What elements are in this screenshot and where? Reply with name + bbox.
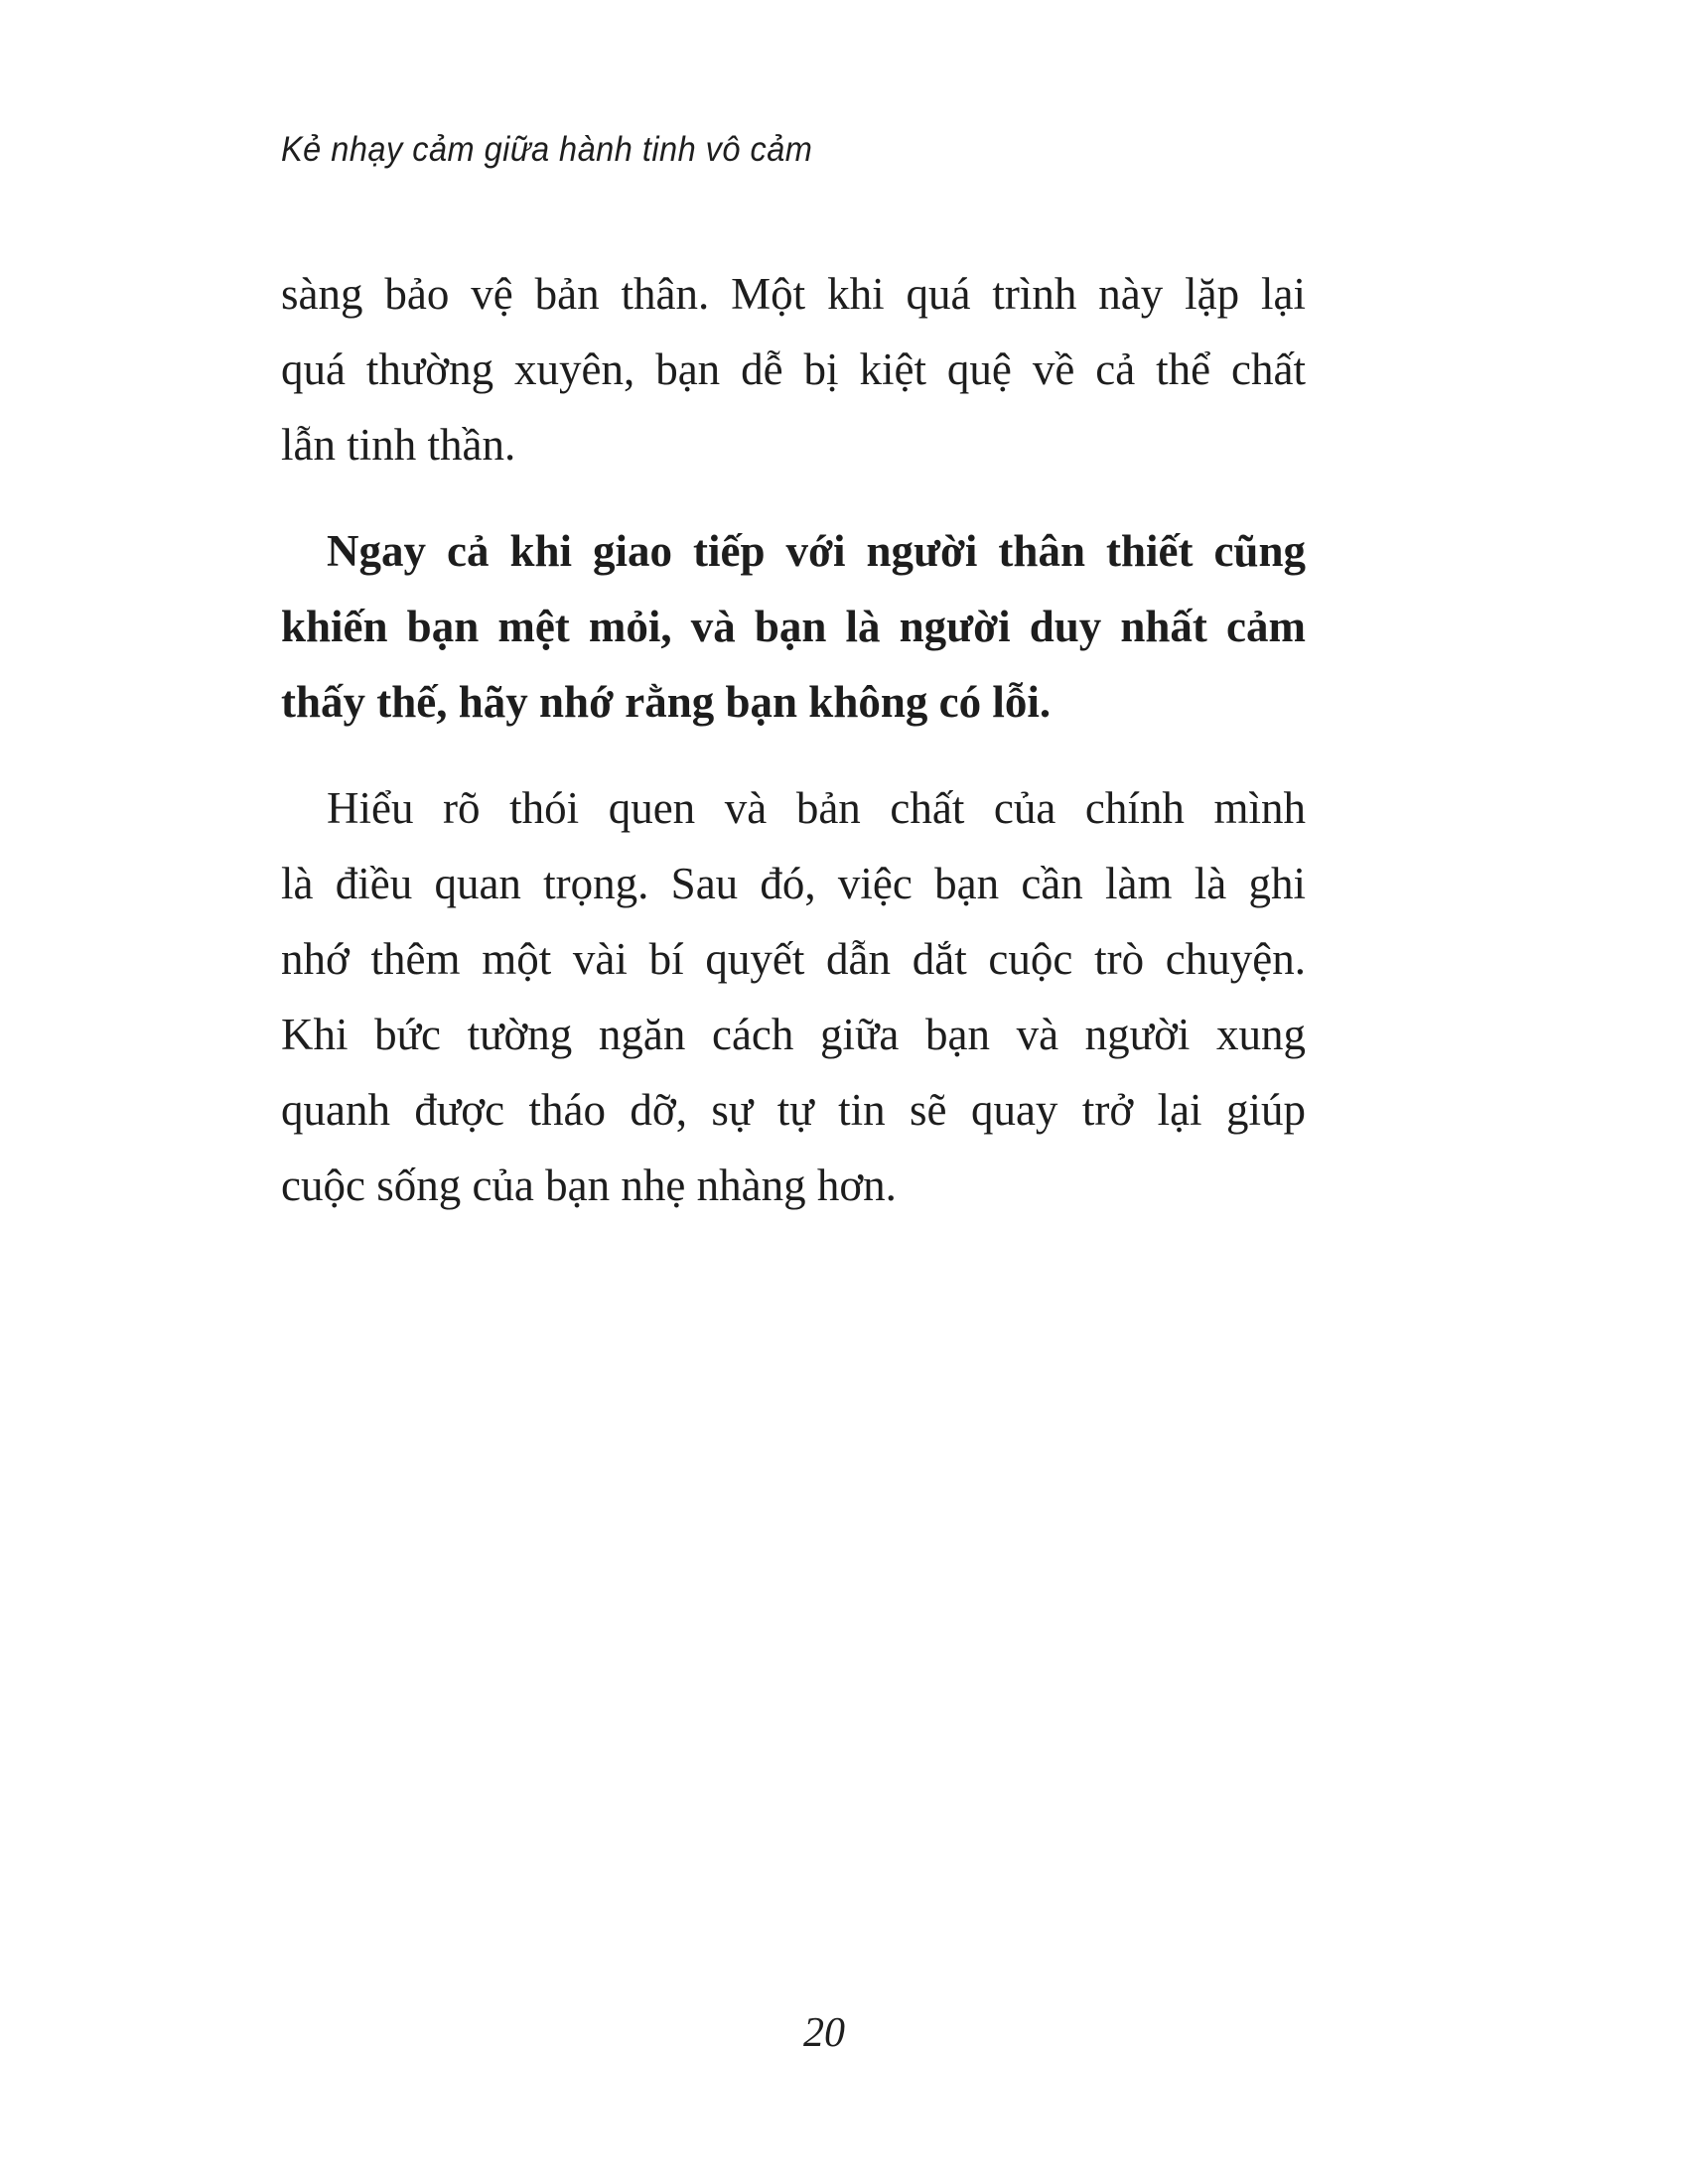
text-line: Khi bức tường ngăn cách giữa bạn và người xung xyxy=(281,1010,1306,1059)
text-line: Hiểu rõ thói quen và bản chất của chính mình xyxy=(327,783,1306,833)
text-line: sàng bảo vệ bản thân. Một khi quá trình này lặp lại xyxy=(281,269,1306,319)
running-header: Kẻ nhạy cảm giữa hành tinh vô cảm xyxy=(281,130,813,169)
page-number: 20 xyxy=(803,2010,845,2056)
text-line: là điều quan trọng. Sau đó, việc bạn cần làm là ghi xyxy=(281,859,1306,908)
text-line: quanh được tháo dỡ, sự tự tin sẽ quay trở lại giúp xyxy=(281,1085,1306,1135)
text-line: lẫn tinh thần. xyxy=(281,420,516,470)
paragraph xyxy=(281,256,1306,482)
text-line: nhớ thêm một vài bí quyết dẫn dắt cuộc trò chuyện. xyxy=(281,934,1306,984)
text-line: Ngay cả khi giao tiếp với người thân thiết cũng xyxy=(327,526,1306,576)
text-line: cuộc sống của bạn nhẹ nhàng hơn. xyxy=(281,1160,897,1210)
text-line: thấy thế, hãy nhớ rằng bạn không có lỗi. xyxy=(281,677,1052,727)
text-line: khiến bạn mệt mỏi, và bạn là người duy nhất cảm xyxy=(281,602,1306,651)
paragraph xyxy=(281,513,1306,740)
paragraph xyxy=(281,770,1306,1223)
body-text xyxy=(281,256,1306,1254)
text-line: quá thường xuyên, bạn dễ bị kiệt quệ về cả thể chất xyxy=(281,344,1306,394)
